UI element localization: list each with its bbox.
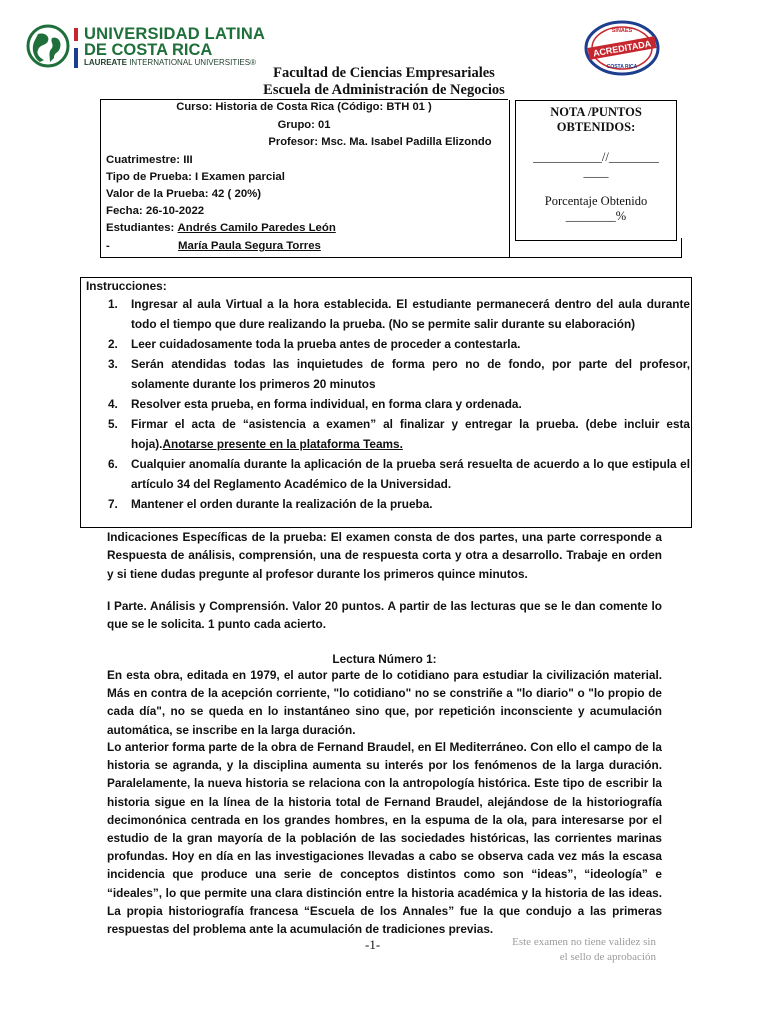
teams-note: Anotarse presente en la plataforma Teams. [162,437,403,451]
instruction-item: 7. Mantener el orden durante la realización de la prueba. [108,497,433,511]
school-title: Escuela de Administración de Negocios [263,82,505,98]
percentage-blank: ________% [565,209,627,223]
exam-type: Tipo de Prueba: I Examen parcial [106,171,285,183]
part-one-heading: I Parte. Análisis y Comprensión. Valor 20 puntos. A partir de las lecturas que se le dan comente lo que se le solicita. 1 punto cada acierto. [107,599,662,632]
reading-paragraph-1: En esta obra, editada en 1979, el autor parte de lo cotidiano para estudiar la civilización material. Más en contra de la acepción corriente, "lo cotidiano" no se constriñe a "lo diario" o "lo propio de cada día", no se queda en lo instantáneo sino que, por repetición inconsciente y acumulación automática, se inscribe en la larga duración. [107,668,662,737]
exam-value: Valor de la Prueba: 42 ( 20%) [106,188,262,200]
instruction-item: 6. Cualquier anomalía durante la aplicación de la prueba será resuelta de acuerdo a lo que estipula el artículo 34 del Reglamento Académico de la Universidad. [108,457,690,491]
grade-blank: ___________//________ [533,150,659,164]
university-name-line1: UNIVERSIDAD LATINA [84,25,266,43]
faculty-title: Facultad de Ciencias Empresariales [273,65,495,81]
grade-title-2: OBTENIDOS: [556,120,636,134]
seal-bottom-text: COSTA RICA [606,64,638,70]
reading-title: Lectura Número 1: [332,652,437,666]
course-term: Cuatrimestre: III [106,154,193,166]
students-line: Estudiantes: Andrés Camilo Paredes León [106,222,422,234]
course-professor: Profesor: Msc. Ma. Isabel Padilla Elizondo [268,136,492,148]
students-line-2: - María Paula Segura Torres [106,240,422,252]
exam-date: Fecha: 26-10-2022 [106,205,205,217]
grade-title-1: NOTA /PUNTOS [550,105,642,119]
laureate-line: LAUREATE INTERNATIONAL UNIVERSITIES® [84,58,256,67]
flag-stripe [74,28,78,68]
specific-indications: Indicaciones Específicas de la prueba: El examen consta de dos partes, una parte corresponde a Respuesta de análisis, comprensión, una de respuesta corta y otra a desarrollo. Trabaje en orden y si tiene dudas pregunte al profesor durante los primeros quince minutos. [107,530,662,581]
instruction-item: 1. Ingresar al aula Virtual a la hora establecida. El estudiante permanecerá dentro del aula durante todo el tiempo que dure realizando la prueba. (No se permite salir durante su elaboración) [108,297,690,331]
page-number: -1- [365,937,381,952]
student-1: Andrés Camilo Paredes León [177,222,336,234]
reading-paragraph-2: Lo anterior forma parte de la obra de Fernand Braudel, en El Mediterráneo. Con ello el campo de la historia se agranda, y la disciplina aumenta su interés por los fenómenos de la larga duración. Paralelamente, la nueva historia se relaciona con la antropología histórica. Este tipo de escribir la historia sigue en la línea de la historia total de Fernand Braudel, alejándose de la historiografía decimonónica centrada en los grandes hombres, en la espuma de la ola, para interesarse por el estudio de la gran mayoría de la población de las sociedades históricas, las corrientes marinas profundas. Hoy en día en las investigaciones llevadas a cabo se observa cada vez más la escasa incidencia que produce una serie de conceptos distintos como son “ideas”, “ideología” e “ideales”, lo que permite una clara distinción entre la historia académica y la historia de las ideas. La propia historiografía francesa “Escuela de los Annales” fue la que condujo a las primeras respuestas del problema ante la acumulación de tradiciones previas. [107,740,662,937]
validity-note: Este examen no tiene validez sin el sello de aprobación [512,936,656,963]
student-2: María Paula Segura Torres [178,240,321,252]
instructions-list [102,294,690,514]
grade-blank-2: ____ [583,165,609,179]
course-name: Curso: Historia de Costa Rica (Código: BTH 01 ) [176,101,432,113]
instruction-item: 4. Resolver esta prueba, en forma individual, en forma clara y ordenada. [108,397,522,411]
instruction-item: 3. Serán atendidas todas las inquietudes de forma pero no de fondo, por parte del profesor, solamente durante los primeros 20 minutos [108,357,690,391]
university-globe-logo [26,24,70,68]
university-name-line2: DE COSTA RICA [84,41,213,59]
percentage-label: Porcentaje Obtenido [544,194,648,208]
instruction-item: 2. Leer cuidadosamente toda la prueba antes de proceder a contestarla. [108,337,521,351]
seal-main-text: ACREDITADA [592,38,652,59]
course-group: Grupo: 01 [277,119,331,131]
instruction-item: 5. Firmar el acta de “asistencia a examen” al finalizar y entregar la prueba. (debe incluir esta hoja).Anotarse presente en la plataforma Teams. [108,417,690,451]
seal-top-text: SINAES [611,28,633,34]
instructions-title: Instrucciones: [86,279,167,293]
